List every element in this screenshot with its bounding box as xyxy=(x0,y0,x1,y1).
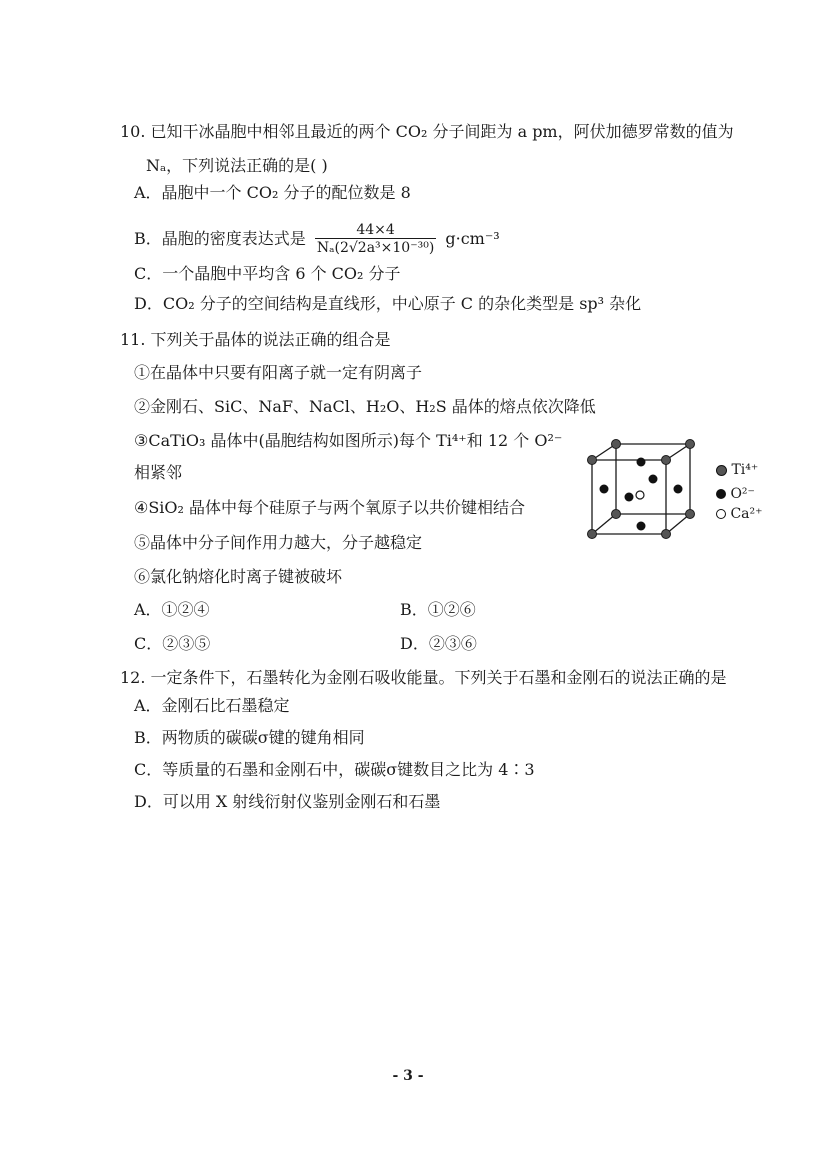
q10-option-d: D．CO₂ 分子的空间结构是直线形，中心原子 C 的杂化类型是 sp³ 杂化 xyxy=(134,294,642,313)
q10-fraction-numerator: 44×4 xyxy=(315,222,436,239)
q11-option-c: C．②③⑤ xyxy=(134,634,211,653)
q12-option-b: B．两物质的碳碳σ键的键角相同 xyxy=(134,728,365,747)
q10-option-b-unit: g·cm⁻³ xyxy=(445,229,500,248)
q10-option-b xyxy=(134,222,500,257)
ca-body-center-atom xyxy=(636,491,644,499)
q11-statement-3-line1: ③CaTiO₃ 晶体中(晶胞结构如图所示)每个 Ti⁴⁺和 12 个 O²⁻ xyxy=(134,431,563,450)
q10-option-a: A．晶胞中一个 CO₂ 分子的配位数是 8 xyxy=(134,183,411,202)
o-legend-icon xyxy=(716,489,726,499)
q12-option-a: A．金刚石比石墨稳定 xyxy=(134,696,290,715)
q10-fraction-denominator: Nₐ(2√2a³×10⁻³⁰) xyxy=(316,240,435,256)
ti-legend-icon xyxy=(716,465,727,476)
q12-stem: 12. 一定条件下，石墨转化为金刚石吸收能量。下列关于石墨和金刚石的说法正确的是 xyxy=(120,668,727,687)
q11-statement-1: ①在晶体中只要有阳离子就一定有阴离子 xyxy=(134,363,423,382)
legend-ti xyxy=(716,461,758,479)
q11-statement-6: ⑥氯化钠熔化时离子键被破坏 xyxy=(134,567,343,586)
page-number: - 3 - xyxy=(392,1068,424,1084)
q10-option-b-prefix: B．晶胞的密度表达式是 xyxy=(134,229,306,248)
q11-option-a: A．①②④ xyxy=(134,600,210,619)
q10-density-fraction xyxy=(315,222,436,257)
q12-option-d: D．可以用 X 射线衍射仪鉴别金刚石和石墨 xyxy=(134,792,441,811)
q12-option-c: C．等质量的石墨和金刚石中，碳碳σ键数目之比为 4∶3 xyxy=(134,760,535,779)
q10-option-c: C．一个晶胞中平均含 6 个 CO₂ 分子 xyxy=(134,264,401,283)
legend-o xyxy=(716,485,755,503)
ca-legend-icon xyxy=(716,509,726,519)
q11-option-b: B．①②⑥ xyxy=(400,600,476,619)
legend-ca-label: Ca²⁺ xyxy=(730,506,763,522)
q10-stem-line1: 10. 已知干冰晶胞中相邻且最近的两个 CO₂ 分子间距为 a pm，阿伏加德罗常数的值为 xyxy=(120,122,734,141)
legend-ca xyxy=(716,505,763,523)
perovskite-unit-cell-diagram xyxy=(578,432,708,548)
q11-statement-5: ⑤晶体中分子间作用力越大，分子越稳定 xyxy=(134,533,423,552)
q11-statement-2: ②金刚石、SiC、NaF、NaCl、H₂O、H₂S 晶体的熔点依次降低 xyxy=(134,397,596,416)
q11-stem: 11. 下列关于晶体的说法正确的组合是 xyxy=(120,330,391,349)
q11-option-d: D．②③⑥ xyxy=(400,634,477,653)
q10-stem-line2: Nₐ，下列说法正确的是( ) xyxy=(146,156,328,175)
q11-statement-4: ④SiO₂ 晶体中每个硅原子与两个氧原子以共价键相结合 xyxy=(134,498,526,517)
q11-statement-3-line2: 相紧邻 xyxy=(134,463,183,482)
legend-ti-label: Ti⁴⁺ xyxy=(731,462,759,478)
legend-o-label: O²⁻ xyxy=(730,486,755,502)
